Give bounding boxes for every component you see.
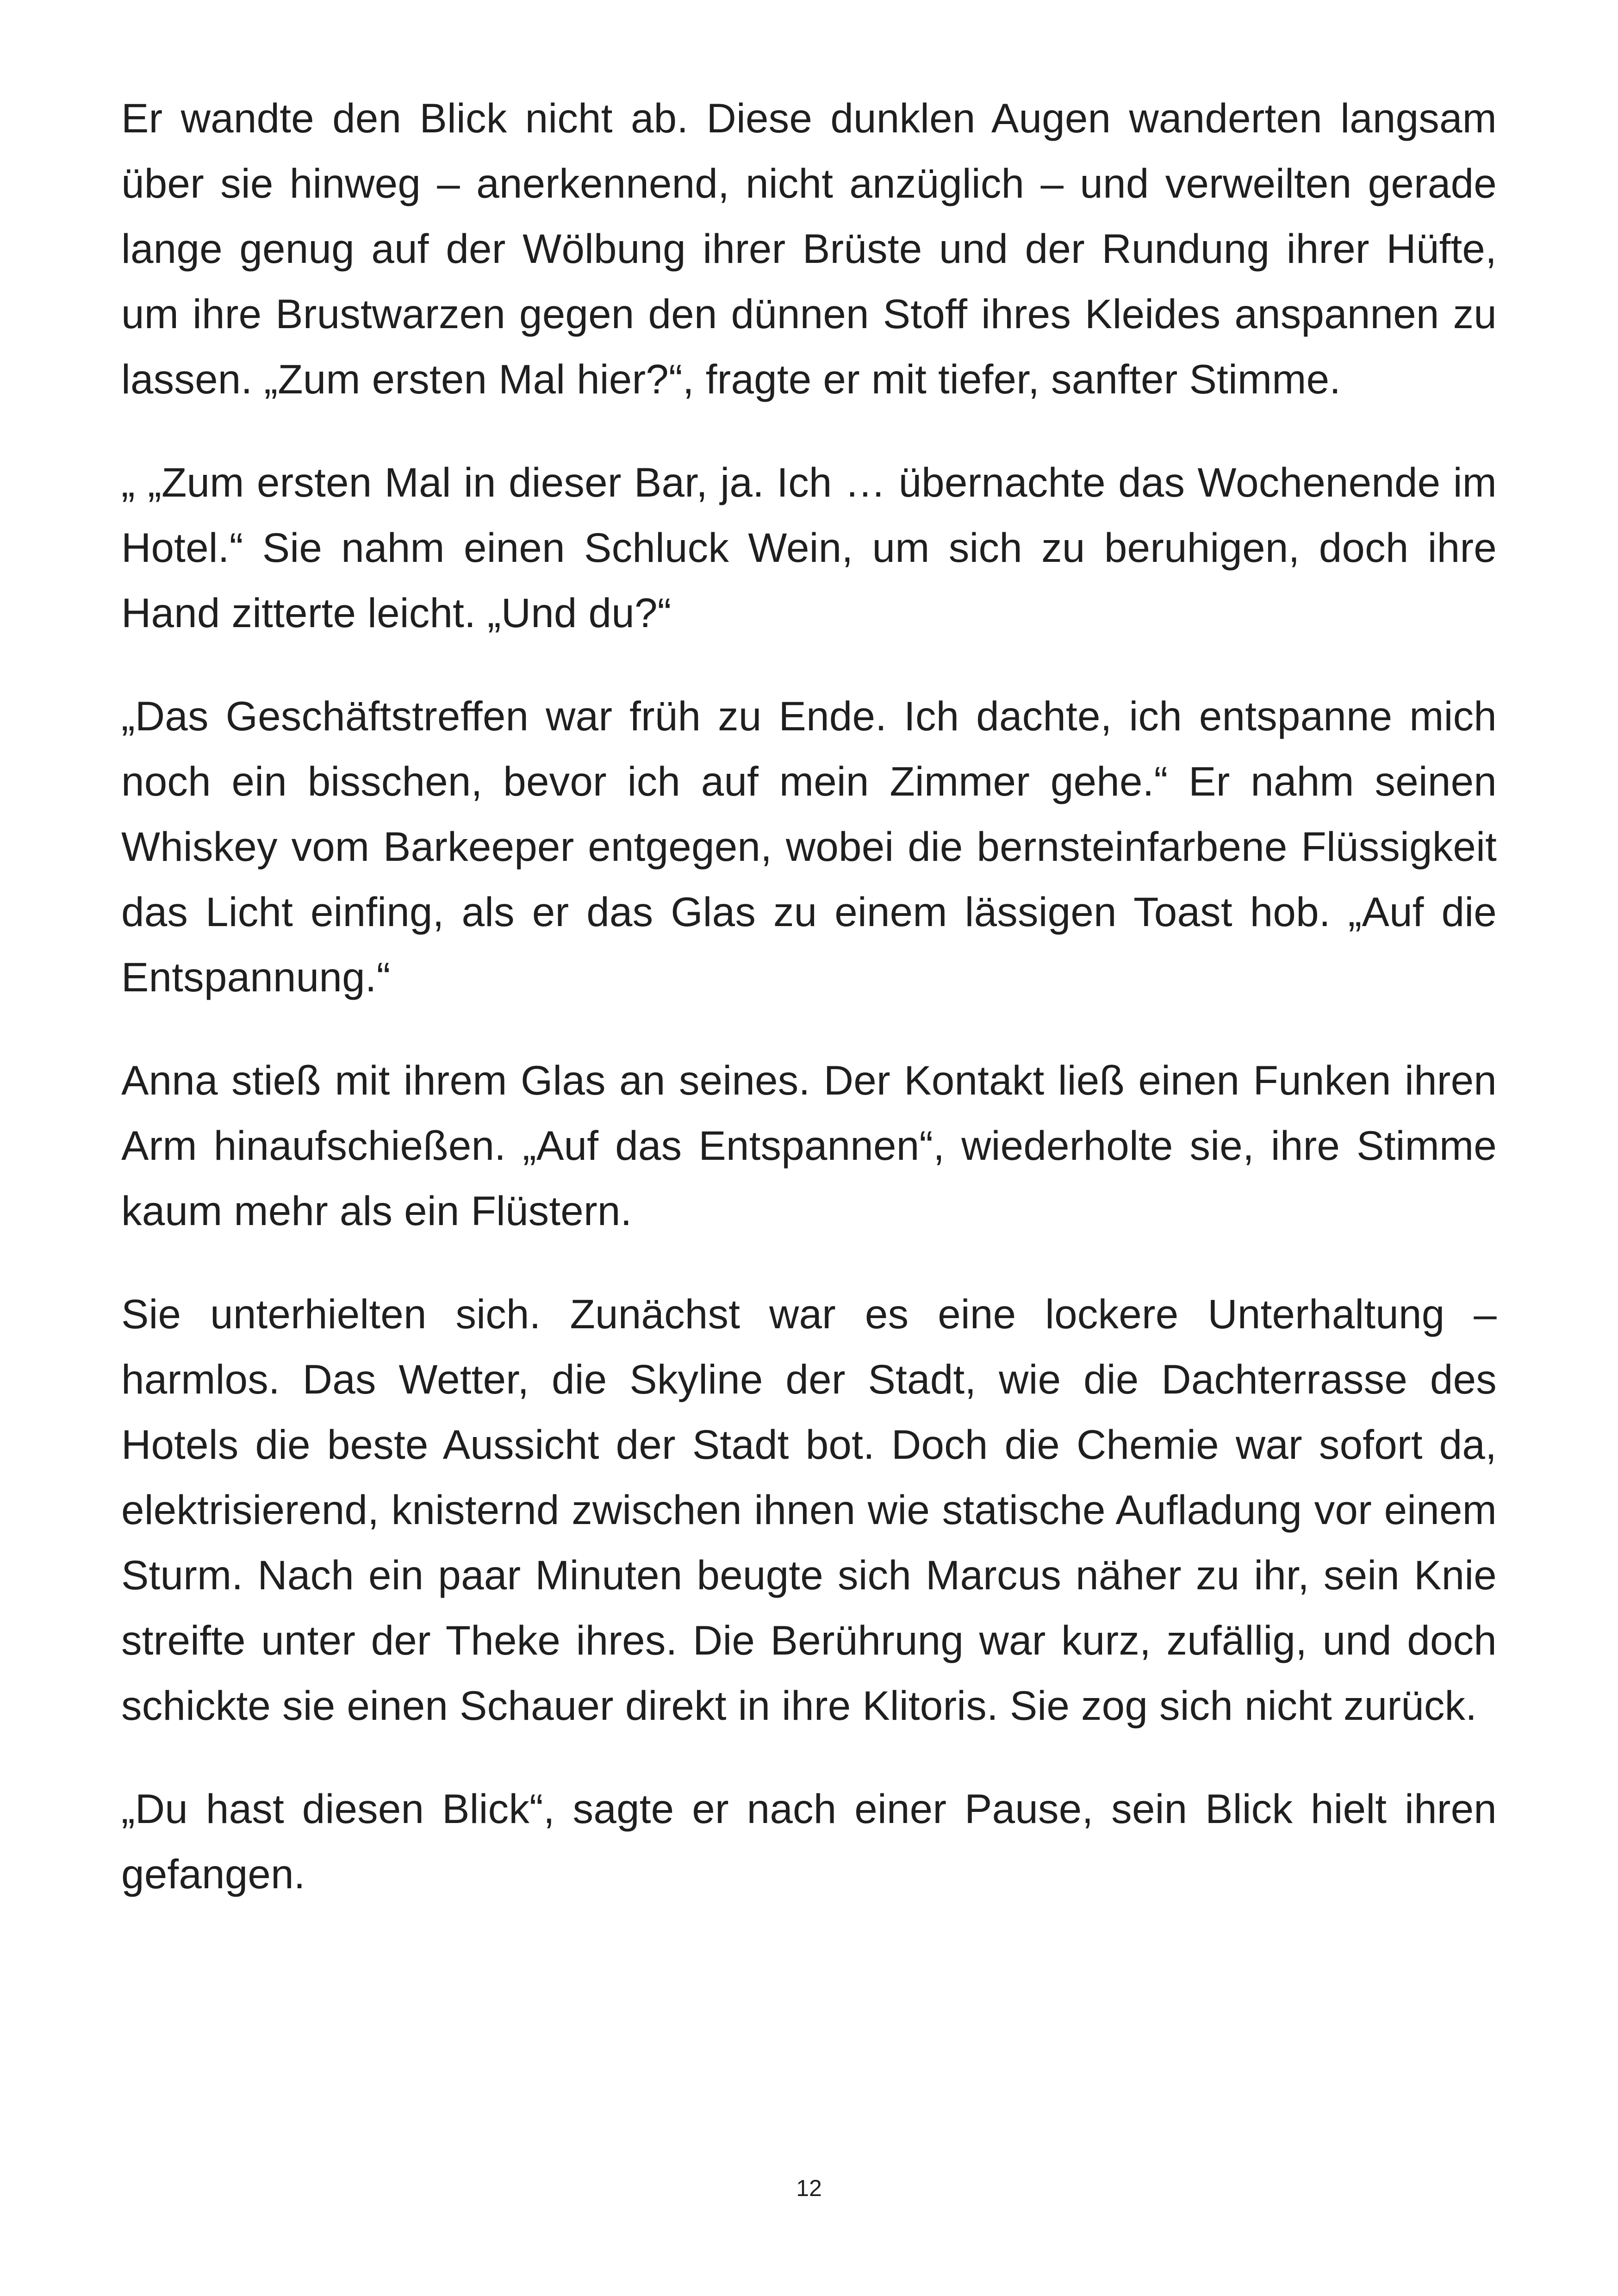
- paragraph-4: Anna stieß mit ihrem Glas an seines. Der Kontakt ließ einen Funken ihren Arm hinaufschießen. „Auf das Entspannen“, wiederholte sie, ihre Stimme kaum mehr als ein Flüstern.: [121, 1057, 1497, 1234]
- paragraph-5: Sie unterhielten sich. Zunächst war es eine lockere Unterhaltung – harmlos. Das Wetter, die Skyline der Stadt, wie die Dachterrasse des Hotels die beste Aussicht der Stadt bot. Doch die Chemie war sofort da, elektrisierend, knisternd zwischen ihnen wie statische Aufladung vor einem Sturm. Nach ein paar Minuten beugte sich Marcus näher zu ihr, sein Knie streifte unter der Theke ihres. Die Berührung war kurz, zufällig, und doch schickte sie einen Schauer direkt in ihre Klitoris. Sie zog sich nicht zurück.: [121, 1291, 1497, 1729]
- paragraph-2: „ „Zum ersten Mal in dieser Bar, ja. Ich … übernachte das Wochenende im Hotel.“ Sie nahm einen Schluck Wein, um sich zu beruhigen, doch ihre Hand zitterte leicht. „Und du?“: [121, 459, 1497, 636]
- paragraph-6: „Du hast diesen Blick“, sagte er nach einer Pause, sein Blick hielt ihren gefangen.: [121, 1786, 1497, 1897]
- paragraph-1: Er wandte den Blick nicht ab. Diese dunklen Augen wanderten langsam über sie hinweg – anerkennend, nicht anzüglich – und verweilten gerade lange genug auf der Wölbung ihrer Brüste und der Rundung ihrer Hüfte, um ihre Brustwarzen gegen den dünnen Stoff ihres Kleides anspannen zu lassen. „Zum ersten Mal hier?“, fragte er mit tiefer, sanfter Stimme.: [121, 95, 1497, 402]
- page-body: [121, 86, 1497, 1945]
- paragraph-3: „Das Geschäftstreffen war früh zu Ende. Ich dachte, ich entspanne mich noch ein bisschen, bevor ich auf mein Zimmer gehe.“ Er nahm seinen Whiskey vom Barkeeper entgegen, wobei die bernsteinfarbene Flüssigkeit das Licht einfing, als er das Glas zu einem lässigen Toast hob. „Auf die Entspannung.“: [121, 693, 1497, 1000]
- page-number: 12: [796, 2175, 822, 2201]
